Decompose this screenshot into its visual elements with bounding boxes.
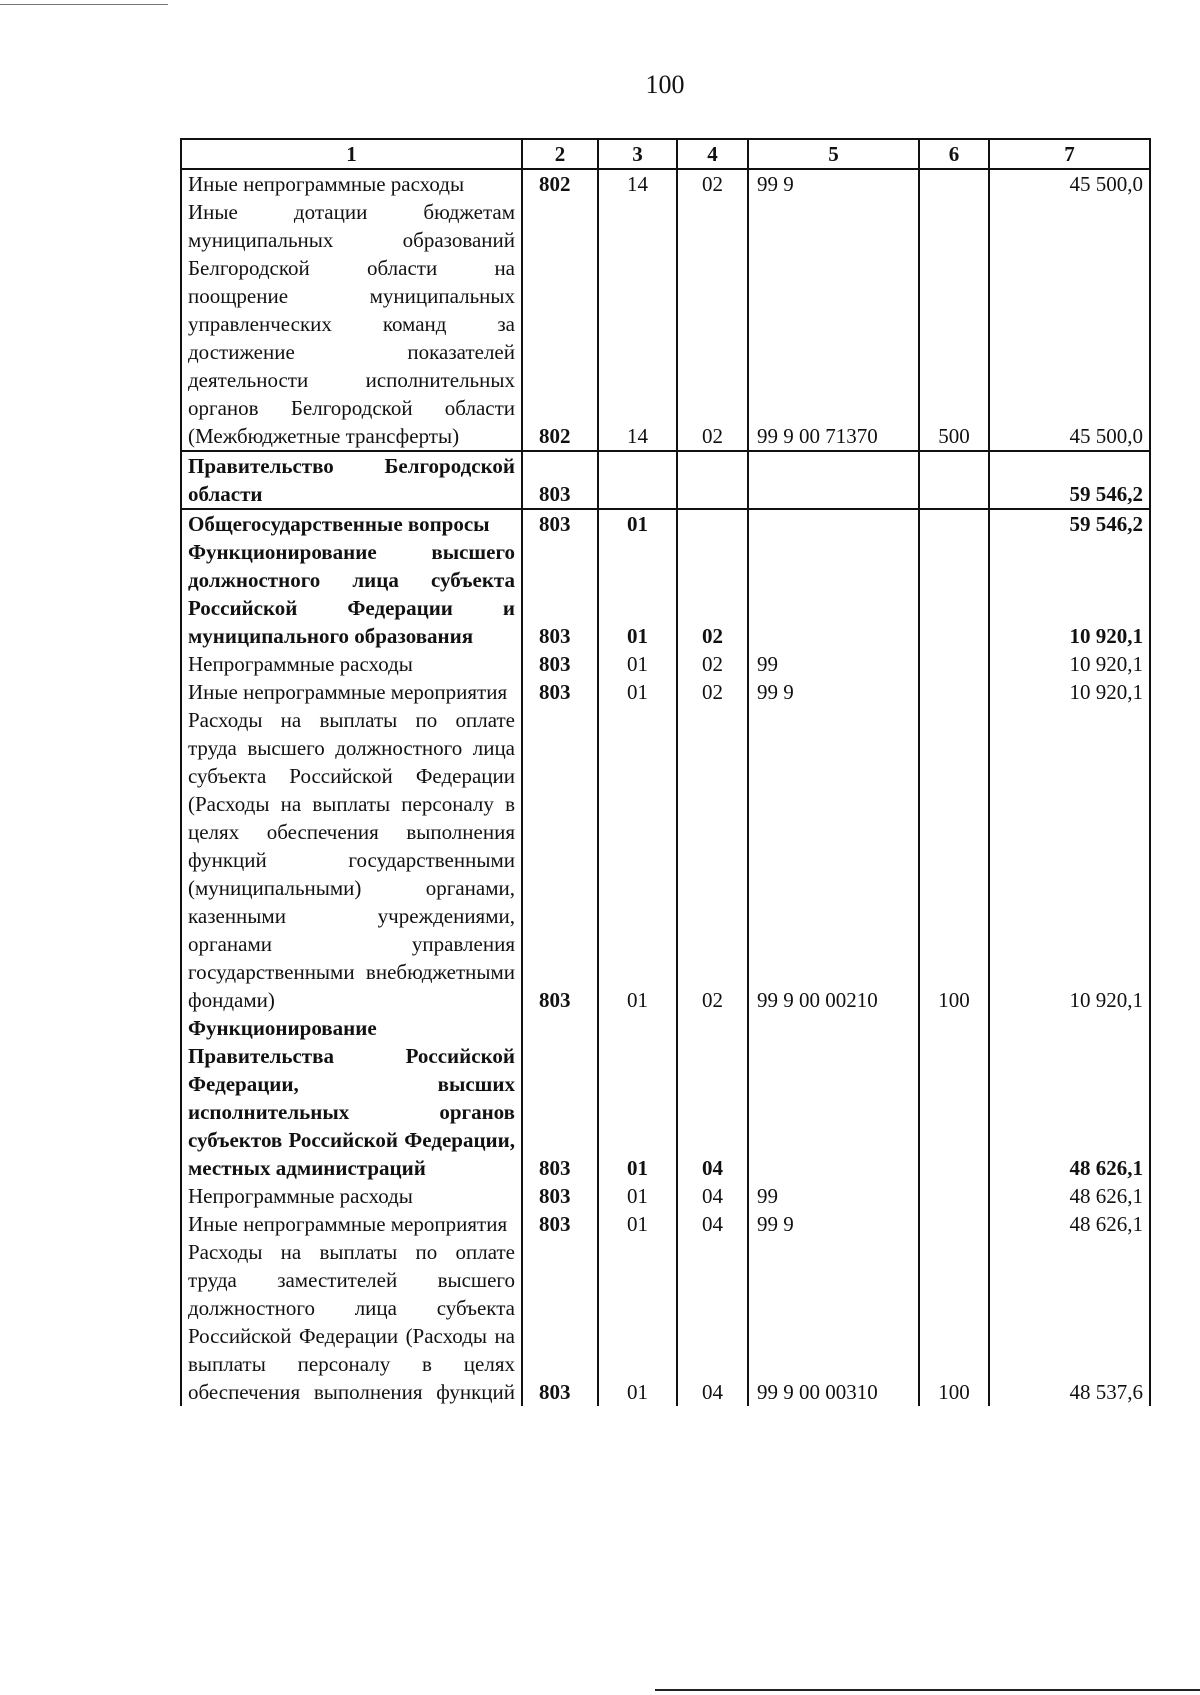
row-gr-code: 802 bbox=[522, 198, 598, 451]
row-gr-code: 803 bbox=[522, 650, 598, 678]
row-target-article: 99 9 bbox=[748, 1210, 919, 1238]
row-expense-type bbox=[919, 650, 989, 678]
row-target-article bbox=[748, 451, 919, 509]
row-subsection: 02 bbox=[677, 538, 748, 650]
row-expense-type: 500 bbox=[919, 198, 989, 451]
row-gr-code: 802 bbox=[522, 169, 598, 198]
row-section bbox=[598, 451, 677, 509]
table-row bbox=[181, 169, 1150, 198]
table-row bbox=[181, 706, 1150, 1014]
row-gr-code: 803 bbox=[522, 451, 598, 509]
row-amount: 59 546,2 bbox=[989, 451, 1150, 509]
row-expense-type: 100 bbox=[919, 706, 989, 1014]
column-header-2: 2 bbox=[522, 139, 598, 169]
row-section: 01 bbox=[598, 1238, 677, 1406]
row-gr-code: 803 bbox=[522, 1210, 598, 1238]
budget-table bbox=[180, 138, 1151, 1406]
row-name: Расходы на выплаты по оплате труда высшего должностного лица субъекта Российской Федерации (Расходы на выплаты персоналу в целях обеспечения выполнения функций государственными (муниципальными) органами, казенными учреждениями, органами управления государственными внебюджетными фондами) bbox=[181, 706, 522, 1014]
row-target-article: 99 bbox=[748, 1182, 919, 1210]
table-row bbox=[181, 1238, 1150, 1406]
row-amount: 45 500,0 bbox=[989, 198, 1150, 451]
row-amount: 59 546,2 bbox=[989, 509, 1150, 538]
table-row bbox=[181, 451, 1150, 509]
page-number: 100 bbox=[645, 70, 685, 99]
column-header-7: 7 bbox=[989, 139, 1150, 169]
row-section: 01 bbox=[598, 1014, 677, 1182]
row-gr-code: 803 bbox=[522, 538, 598, 650]
row-amount: 10 920,1 bbox=[989, 650, 1150, 678]
row-section: 14 bbox=[598, 198, 677, 451]
row-expense-type bbox=[919, 451, 989, 509]
row-target-article bbox=[748, 538, 919, 650]
row-subsection: 02 bbox=[677, 169, 748, 198]
table-row bbox=[181, 650, 1150, 678]
row-section: 01 bbox=[598, 678, 677, 706]
row-gr-code: 803 bbox=[522, 678, 598, 706]
row-gr-code: 803 bbox=[522, 509, 598, 538]
row-subsection: 04 bbox=[677, 1210, 748, 1238]
row-gr-code: 803 bbox=[522, 706, 598, 1014]
row-amount: 10 920,1 bbox=[989, 538, 1150, 650]
row-subsection: 02 bbox=[677, 706, 748, 1014]
row-target-article bbox=[748, 1014, 919, 1182]
table-row bbox=[181, 1014, 1150, 1182]
row-expense-type bbox=[919, 509, 989, 538]
row-target-article bbox=[748, 509, 919, 538]
row-amount: 10 920,1 bbox=[989, 678, 1150, 706]
row-target-article: 99 9 00 00310 bbox=[748, 1238, 919, 1406]
scan-edge-line-bottom bbox=[655, 1689, 1200, 1691]
table-header bbox=[181, 139, 1150, 169]
row-name: Правительство Белгородской области bbox=[181, 451, 522, 509]
row-amount: 48 537,6 bbox=[989, 1238, 1150, 1406]
row-expense-type bbox=[919, 1014, 989, 1182]
row-amount: 48 626,1 bbox=[989, 1182, 1150, 1210]
row-name: Иные непрограммные расходы bbox=[181, 169, 522, 198]
row-expense-type: 100 bbox=[919, 1238, 989, 1406]
row-gr-code: 803 bbox=[522, 1238, 598, 1406]
row-gr-code: 803 bbox=[522, 1182, 598, 1210]
table-row bbox=[181, 1210, 1150, 1238]
row-section: 01 bbox=[598, 650, 677, 678]
row-name: Непрограммные расходы bbox=[181, 1182, 522, 1210]
row-name: Функционирование Правительства Российской Федерации, высших исполнительных органов субъектов Российской Федерации, местных администраций bbox=[181, 1014, 522, 1182]
row-name: Непрограммные расходы bbox=[181, 650, 522, 678]
row-target-article: 99 bbox=[748, 650, 919, 678]
table-row bbox=[181, 538, 1150, 650]
row-subsection: 04 bbox=[677, 1014, 748, 1182]
row-name: Иные дотации бюджетам муниципальных образований Белгородской области на поощрение муниципальных управленческих команд за достижение показателей деятельности исполнительных органов Белгородской области (Межбюджетные трансферты) bbox=[181, 198, 522, 451]
row-amount: 10 920,1 bbox=[989, 706, 1150, 1014]
row-name: Иные непрограммные мероприятия bbox=[181, 1210, 522, 1238]
row-amount: 48 626,1 bbox=[989, 1210, 1150, 1238]
row-amount: 48 626,1 bbox=[989, 1014, 1150, 1182]
row-subsection: 04 bbox=[677, 1238, 748, 1406]
column-header-5: 5 bbox=[748, 139, 919, 169]
row-section: 01 bbox=[598, 509, 677, 538]
row-expense-type bbox=[919, 1182, 989, 1210]
row-subsection: 02 bbox=[677, 650, 748, 678]
row-amount: 45 500,0 bbox=[989, 169, 1150, 198]
row-gr-code: 803 bbox=[522, 1014, 598, 1182]
row-subsection: 02 bbox=[677, 678, 748, 706]
column-header-6: 6 bbox=[919, 139, 989, 169]
row-section: 14 bbox=[598, 169, 677, 198]
table-row bbox=[181, 198, 1150, 451]
row-name: Общегосударственные вопросы bbox=[181, 509, 522, 538]
row-section: 01 bbox=[598, 1210, 677, 1238]
row-target-article: 99 9 00 71370 bbox=[748, 198, 919, 451]
row-target-article: 99 9 bbox=[748, 169, 919, 198]
row-target-article: 99 9 00 00210 bbox=[748, 706, 919, 1014]
row-expense-type bbox=[919, 678, 989, 706]
row-subsection bbox=[677, 451, 748, 509]
row-subsection bbox=[677, 509, 748, 538]
column-header-1: 1 bbox=[181, 139, 522, 169]
scan-edge-line bbox=[0, 4, 168, 5]
row-name: Иные непрограммные мероприятия bbox=[181, 678, 522, 706]
table-row bbox=[181, 509, 1150, 538]
row-section: 01 bbox=[598, 706, 677, 1014]
row-name: Функционирование высшего должностного лица субъекта Российской Федерации и муниципального образования bbox=[181, 538, 522, 650]
row-expense-type bbox=[919, 1210, 989, 1238]
table-body bbox=[181, 169, 1150, 1406]
row-target-article: 99 9 bbox=[748, 678, 919, 706]
table-row bbox=[181, 678, 1150, 706]
column-header-4: 4 bbox=[677, 139, 748, 169]
column-header-3: 3 bbox=[598, 139, 677, 169]
row-section: 01 bbox=[598, 538, 677, 650]
row-name: Расходы на выплаты по оплате труда заместителей высшего должностного лица субъекта Российской Федерации (Расходы на выплаты персоналу в целях обеспечения выполнения функций bbox=[181, 1238, 522, 1406]
table-row bbox=[181, 1182, 1150, 1210]
row-subsection: 02 bbox=[677, 198, 748, 451]
row-expense-type bbox=[919, 538, 989, 650]
row-section: 01 bbox=[598, 1182, 677, 1210]
row-subsection: 04 bbox=[677, 1182, 748, 1210]
row-expense-type bbox=[919, 169, 989, 198]
